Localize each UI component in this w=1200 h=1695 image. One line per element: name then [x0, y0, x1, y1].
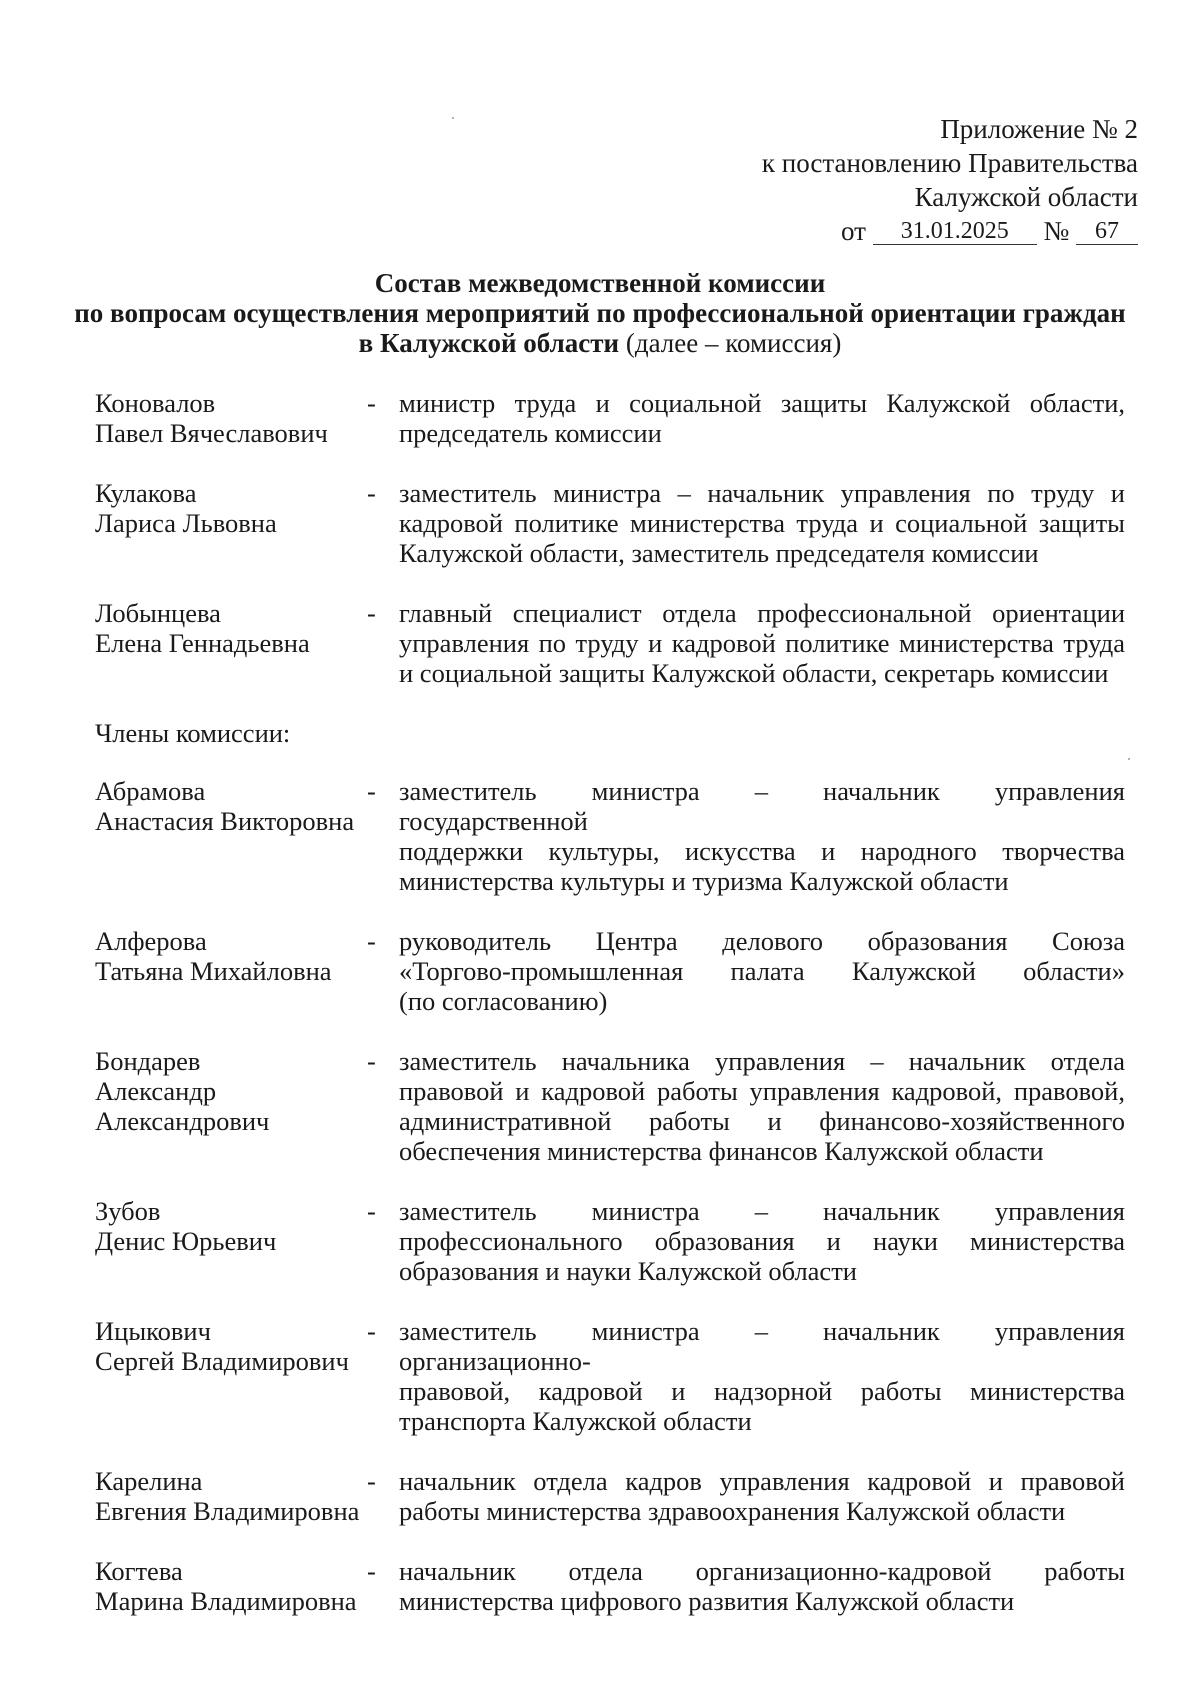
commission-entry	[95, 1046, 1125, 1166]
member-position-line: профессионального образования и науки министерства	[399, 1226, 1125, 1256]
member-position-line: «Торгово-промышленная палата Калужской области»	[399, 956, 1125, 986]
entry-dash: -	[367, 776, 376, 806]
commission-list	[95, 388, 1125, 1646]
commission-entry	[95, 926, 1125, 1016]
title-line-3-bold: в Калужской области	[358, 328, 620, 358]
member-position-line: правовой, кадровой и надзорной работы министерства	[399, 1376, 1125, 1406]
member-position-line: правовой и кадровой работы управления кадровой, правовой,	[399, 1076, 1125, 1106]
entry-dash: -	[367, 478, 376, 508]
member-position-line: образования и науки Калужской области	[399, 1256, 857, 1286]
entry-dash: -	[367, 1316, 376, 1346]
member-name-line: Павел Вячеславович	[95, 418, 328, 448]
member-position-line: начальник отдела организационно-кадровой работы	[399, 1556, 1125, 1586]
resolution-number: 67	[1076, 218, 1138, 245]
entry-dash: -	[367, 598, 376, 628]
commission-entry	[95, 478, 1125, 568]
member-name-line: Кулакова	[95, 478, 197, 508]
member-name-line: Карелина	[95, 1466, 203, 1496]
number-prefix: №	[1043, 216, 1070, 246]
member-position	[399, 1556, 1125, 1616]
member-name-line: Алферова	[95, 926, 207, 956]
appendix-region: Калужской области	[914, 182, 1138, 212]
member-name	[95, 1046, 367, 1166]
member-name	[95, 388, 367, 448]
commission-entry	[95, 1316, 1125, 1436]
member-name-line: Лобынцева	[95, 598, 221, 628]
leadership-list	[95, 388, 1125, 688]
members-label: Члены комиссии:	[95, 718, 291, 748]
member-position	[399, 1466, 1125, 1526]
member-name	[95, 776, 367, 896]
member-position-line: поддержки культуры, искусства и народного творчества	[399, 836, 1125, 866]
member-name-line: Коновалов	[95, 388, 216, 418]
member-position	[399, 1046, 1125, 1166]
member-position-line: и социальной защиты Калужской области, секретарь комиссии	[399, 658, 1109, 688]
member-position-line: Калужской области, заместитель председателя комиссии	[399, 538, 1039, 568]
member-position-line: транспорта Калужской области	[399, 1406, 752, 1436]
member-position	[399, 926, 1125, 1016]
member-name-line: Евгения Владимировна	[95, 1496, 360, 1526]
member-position-line: главный специалист отдела профессиональной ориентации	[399, 598, 1125, 628]
resolution-date: 31.01.2025	[873, 218, 1037, 245]
member-position-line: руководитель Центра делового образования Союза	[399, 926, 1125, 956]
member-position-line: работы министерства здравоохранения Калужской области	[399, 1496, 1066, 1526]
member-position-line: заместитель министра – начальник управления	[399, 1196, 1125, 1226]
member-name	[95, 1196, 367, 1286]
title-line-3-rest: (далее – комиссия)	[619, 328, 842, 358]
entry-dash: -	[367, 926, 376, 956]
member-position	[399, 388, 1125, 448]
member-position-line: начальник отдела кадров управления кадровой и правовой	[399, 1466, 1125, 1496]
member-name	[95, 1556, 367, 1616]
member-name-line: Абрамова	[95, 776, 206, 806]
member-position	[399, 776, 1125, 896]
member-name-line: Сергей Владимирович	[95, 1346, 349, 1376]
member-name-line: Татьяна Михайловна	[95, 956, 332, 986]
member-position-line: административной работы и финансово-хозяйственного	[399, 1106, 1125, 1136]
member-position	[399, 598, 1125, 688]
title-line-1: Состав межведомственной комиссии	[374, 268, 826, 298]
member-name	[95, 926, 367, 1016]
member-position	[399, 1316, 1125, 1436]
date-prefix: от	[841, 216, 866, 246]
appendix-header	[762, 112, 1138, 248]
member-name-line: Марина Владимировна	[95, 1586, 357, 1616]
members-list	[95, 776, 1125, 1616]
entry-dash: -	[367, 388, 376, 418]
member-position-line: заместитель министра – начальник управления организационно-	[399, 1316, 1125, 1376]
member-name	[95, 1316, 367, 1436]
appendix-resolution: к постановлению Правительства	[761, 148, 1138, 178]
member-name-line: Денис Юрьевич	[95, 1226, 277, 1256]
member-name-line: Бондарев	[95, 1046, 201, 1076]
commission-entry	[95, 776, 1125, 896]
entry-dash: -	[367, 1196, 376, 1226]
member-name-line: Елена Геннадьевна	[95, 628, 310, 658]
member-position-line: председатель комиссии	[399, 418, 662, 448]
commission-entry	[95, 598, 1125, 688]
member-name-line: Лариса Львовна	[95, 508, 277, 538]
entry-dash: -	[367, 1466, 376, 1496]
scan-speck	[452, 117, 454, 119]
member-position-line: управления по труду и кадровой политике министерства труда	[399, 628, 1125, 658]
member-name	[95, 1466, 367, 1526]
member-position-line: обеспечения министерства финансов Калужской области	[399, 1136, 1044, 1166]
member-position-line: заместитель министра – начальник управления государственной	[399, 776, 1125, 836]
member-position-line: министерства культуры и туризма Калужской области	[399, 866, 1009, 896]
title-line-2: по вопросам осуществления мероприятий по профессиональной ориентации граждан	[74, 298, 1126, 328]
member-position-line: министерства цифрового развития Калужской области	[399, 1586, 1015, 1616]
commission-entry	[95, 1466, 1125, 1526]
member-position	[399, 478, 1125, 568]
member-position-line: министр труда и социальной защиты Калужской области,	[399, 388, 1125, 418]
member-name-line: Когтева	[95, 1556, 183, 1586]
member-name-line: Анастасия Викторовна	[95, 806, 355, 836]
member-position	[399, 1196, 1125, 1286]
member-position-line: заместитель начальника управления – начальник отдела	[399, 1046, 1125, 1076]
appendix-number: Приложение № 2	[940, 114, 1138, 144]
commission-entry	[95, 388, 1125, 448]
member-position-line: кадровой политике министерства труда и социальной защиты	[399, 508, 1125, 538]
entry-dash: -	[367, 1556, 376, 1586]
member-name	[95, 598, 367, 688]
member-name-line: Александрович	[95, 1106, 270, 1136]
commission-entry	[95, 1196, 1125, 1286]
member-name-line: Александр	[95, 1076, 217, 1106]
member-position-line: (по согласованию)	[399, 986, 608, 1016]
commission-entry	[95, 1556, 1125, 1616]
entry-dash: -	[367, 1046, 376, 1076]
member-name	[95, 478, 367, 568]
member-name-line: Ицыкович	[95, 1316, 211, 1346]
document-title	[0, 268, 1200, 358]
scan-speck	[1128, 758, 1130, 760]
member-name-line: Зубов	[95, 1196, 161, 1226]
appendix-date-line	[762, 214, 1138, 248]
member-position-line: заместитель министра – начальник управления по труду и	[399, 478, 1125, 508]
